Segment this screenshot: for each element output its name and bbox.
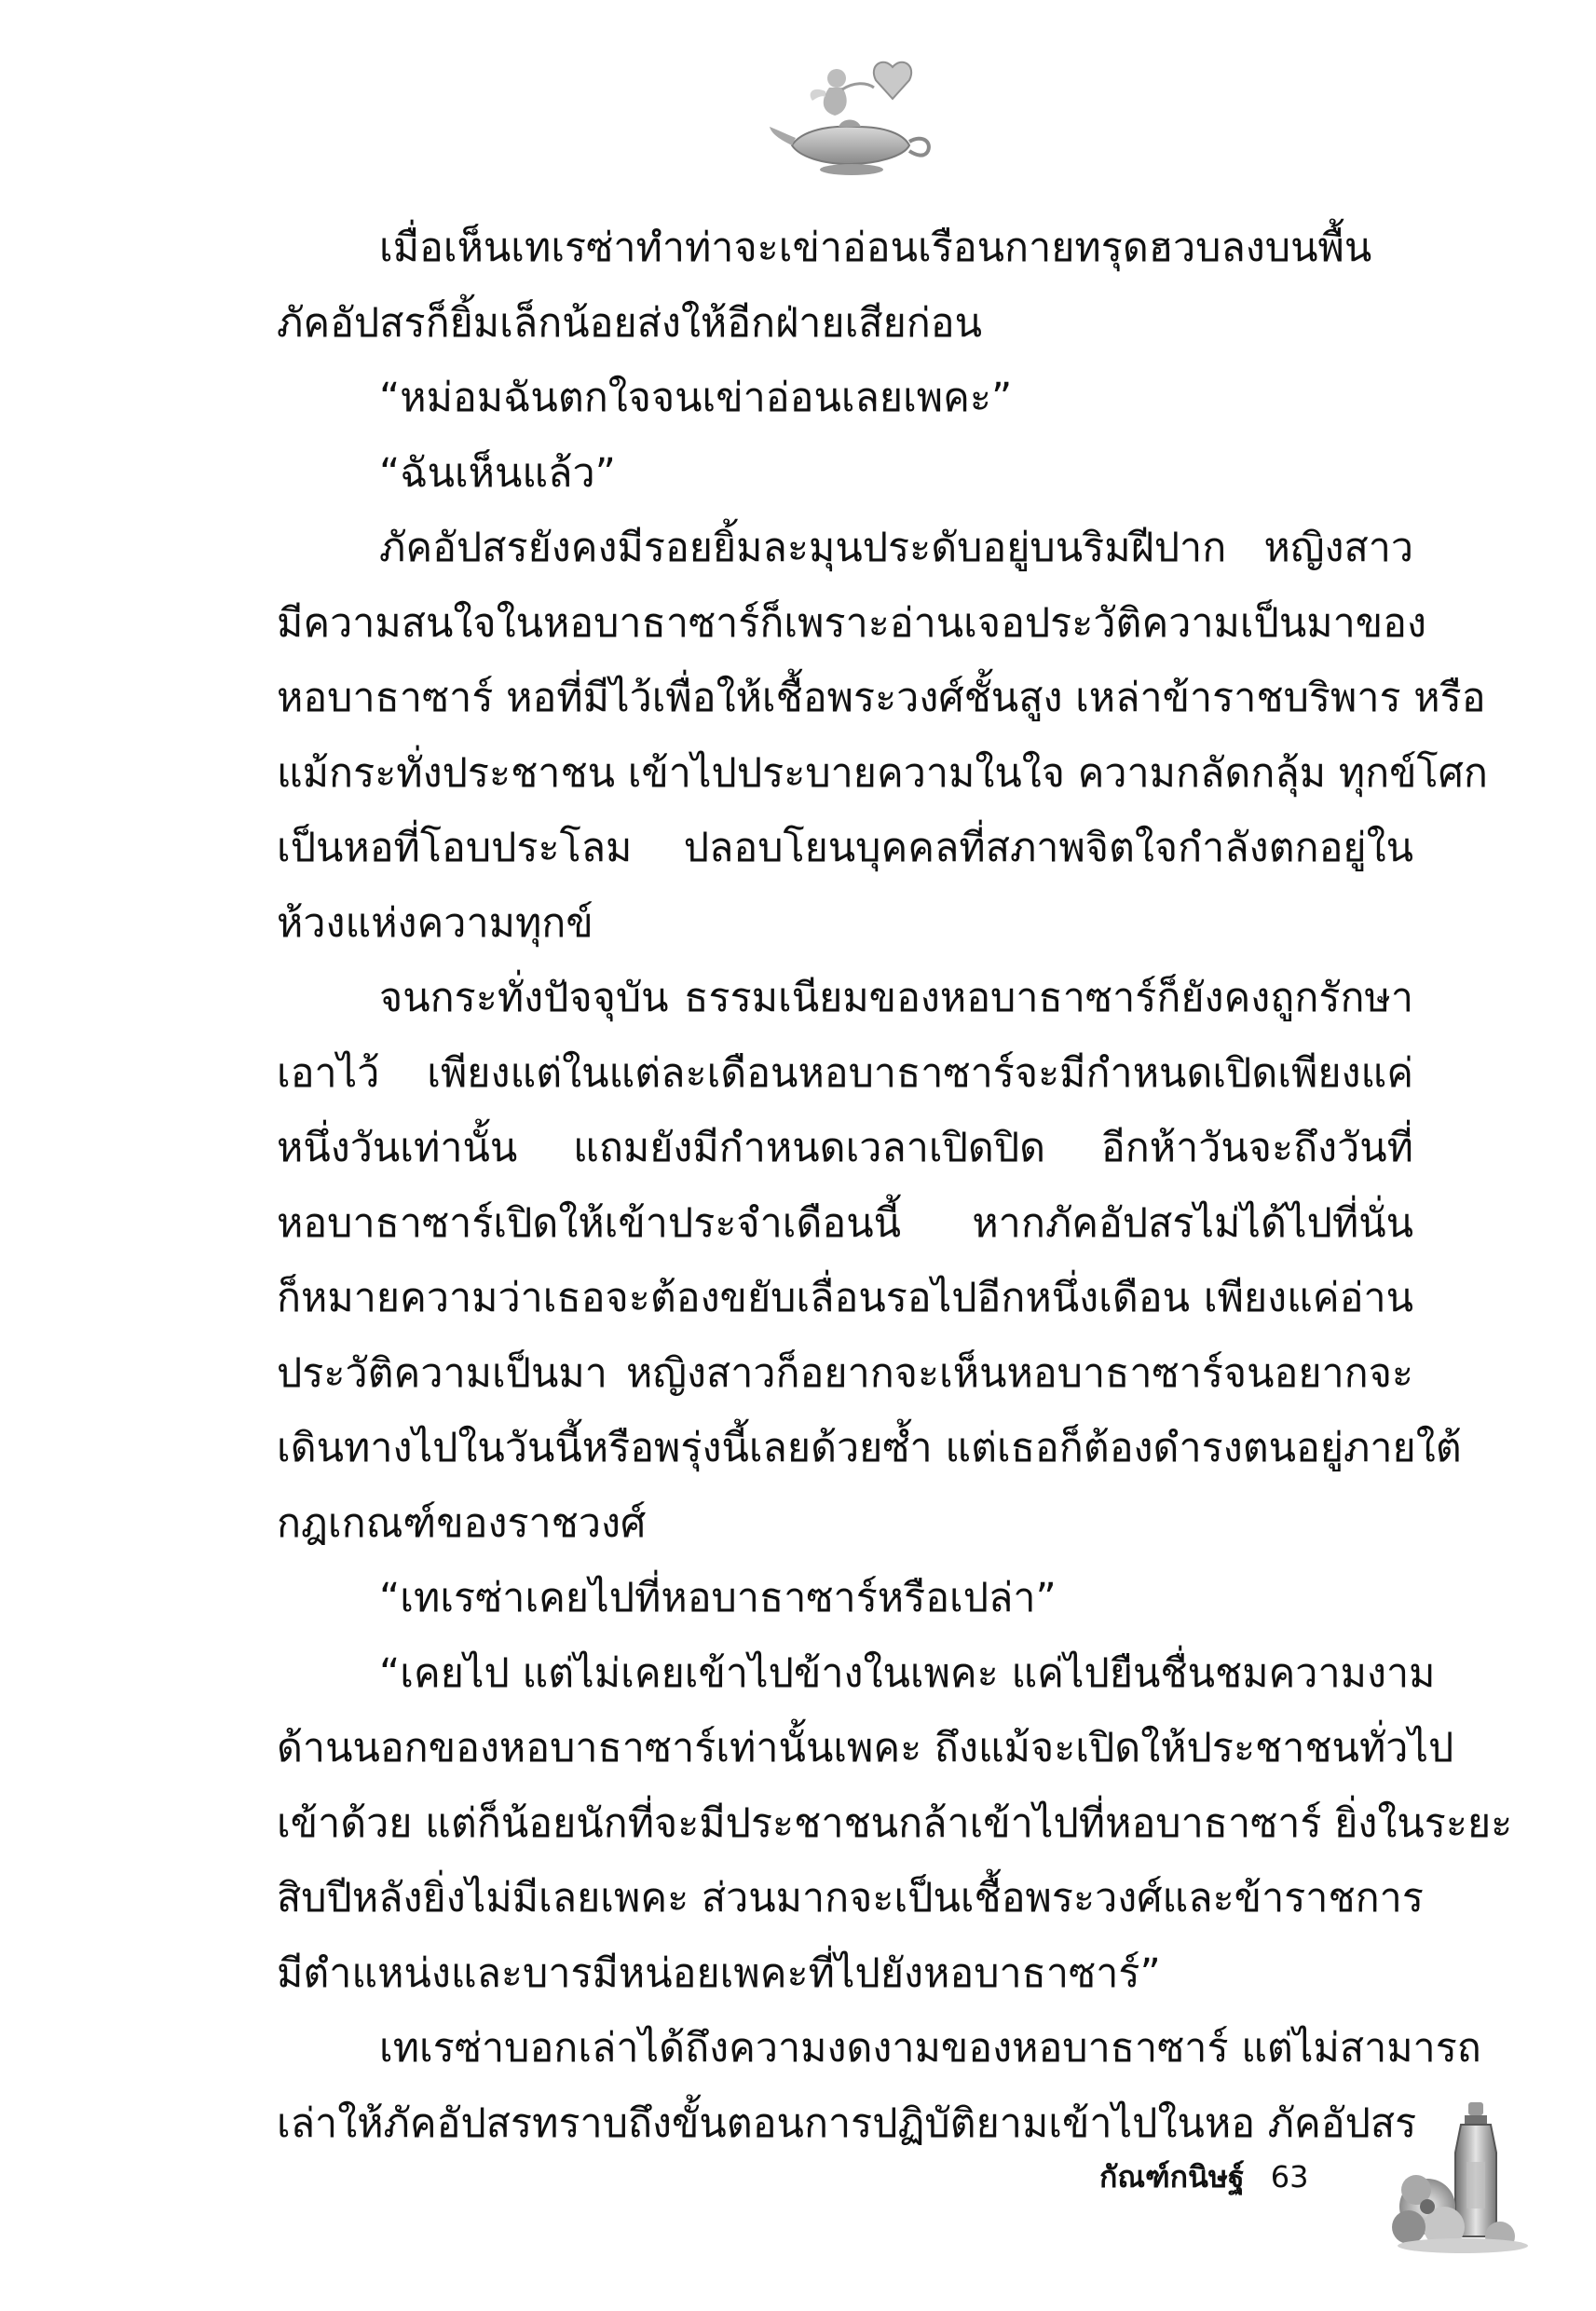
- text-line: ห้วงแห่งความทุกข์: [277, 899, 593, 947]
- page-number: 63: [1270, 2159, 1309, 2195]
- text-line: แม้กระทั่งประชาชน เข้าไปประบายความในใจ ความกลัดกลุ้ม ทุกข์โศก: [277, 749, 1488, 797]
- perfume-bottle-flowers-ornament: [1388, 2097, 1528, 2255]
- text-line: จนกระทั่งปัจจุบัน ธรรมเนียมของหอบาธาซาร์ก็ยังคงถูกรักษา: [379, 975, 1413, 1021]
- text-line: หอบาธาซาร์ หอที่มีไว้เพื่อให้เชื้อพระวงศ์ชั้นสูง เหล่าข้าราชบริพาร หรือ: [277, 675, 1486, 721]
- text-line: เดินทางไปในวันนี้หรือพรุ่งนี้เลยด้วยซ้ำ แต่เธอก็ต้องดำรงตนอยู่ภายใต้: [277, 1425, 1462, 1471]
- page-footer: [1099, 2149, 1379, 2205]
- text-line: “หม่อมฉันตกใจจนเข่าอ่อนเลยเพคะ”: [379, 375, 1013, 421]
- text-line: เอาไว้ เพียงแต่ในแต่ละเดือนหอบาธาซาร์จะมีกำหนดเปิดเพียงแค่: [277, 1049, 1413, 1097]
- text-line: เป็นหอที่โอบประโลม ปลอบโยนบุคคลที่สภาพจิตใจกำลังตกอยู่ใน: [277, 825, 1413, 871]
- text-line: ด้านนอกของหอบาธาซาร์เท่านั้นเพคะ ถึงแม้จะเปิดให้ประชาชนทั่วไป: [277, 1725, 1454, 1771]
- genie-lamp-ornament: [764, 45, 941, 185]
- text-line: “ฉันเห็นแล้ว”: [379, 449, 616, 497]
- text-line: ก็หมายความว่าเธอจะต้องขยับเลื่อนรอไปอีกหนึ่งเดือน เพียงแค่อ่าน: [277, 1275, 1413, 1321]
- running-book-title: กัณฑ์กนิษฐ์: [1099, 2159, 1245, 2195]
- text-line: มีความสนใจในหอบาธาซาร์ก็เพราะอ่านเจอประวัติความเป็นมาของ: [277, 599, 1426, 647]
- chapter-body-text: [277, 211, 1513, 2161]
- text-line: “เคยไป แต่ไม่เคยเข้าไปข้างในเพคะ แค่ไปยืนชื่นชมความงาม: [379, 1649, 1436, 1697]
- text-line: หอบาธาซาร์เปิดให้เข้าประจำเดือนนี้ หากภัคอัปสรไม่ได้ไปที่นั่น: [277, 1199, 1413, 1247]
- text-line: “เทเรซ่าเคยไปที่หอบาธาซาร์หรือเปล่า”: [379, 1575, 1057, 1621]
- text-line: มีตำแหน่งและบารมีหน่อยเพคะที่ไปยังหอบาธาซาร์”: [277, 1949, 1161, 1997]
- text-line: ภัคอัปสรก็ยิ้มเล็กน้อยส่งให้อีกฝ่ายเสียก่อน: [277, 299, 983, 347]
- text-line: หนึ่งวันเท่านั้น แถมยังมีกำหนดเวลาเปิดปิด อีกห้าวันจะถึงวันที่: [277, 1125, 1413, 1171]
- text-line: เข้าด้วย แต่ก็น้อยนักที่จะมีประชาชนกล้าเข้าไปที่หอบาธาซาร์ ยิ่งในระยะ: [277, 1799, 1513, 1847]
- text-line: สิบปีหลังยิ่งไม่มีเลยเพคะ ส่วนมากจะเป็นเชื้อพระวงศ์และข้าราชการ: [277, 1875, 1424, 1921]
- text-line: เล่าให้ภัคอัปสรทราบถึงขั้นตอนการปฏิบัติยามเข้าไปในหอ ภัคอัปสร: [277, 2099, 1417, 2147]
- text-line: กฎเกณฑ์ของราชวงศ์: [277, 1499, 647, 1547]
- text-line: ภัคอัปสรยังคงมีรอยยิ้มละมุนประดับอยู่บนริมฝีปาก หญิงสาว: [379, 525, 1413, 571]
- text-line: เมื่อเห็นเทเรซ่าทำท่าจะเข่าอ่อนเรือนกายทรุดฮวบลงบนพื้น: [379, 225, 1372, 271]
- text-line: ประวัติความเป็นมา หญิงสาวก็อยากจะเห็นหอบาธาซาร์จนอยากจะ: [277, 1349, 1413, 1397]
- text-line: เทเรซ่าบอกเล่าได้ถึงความงดงามของหอบาธาซาร์ แต่ไม่สามารถ: [379, 2025, 1481, 2072]
